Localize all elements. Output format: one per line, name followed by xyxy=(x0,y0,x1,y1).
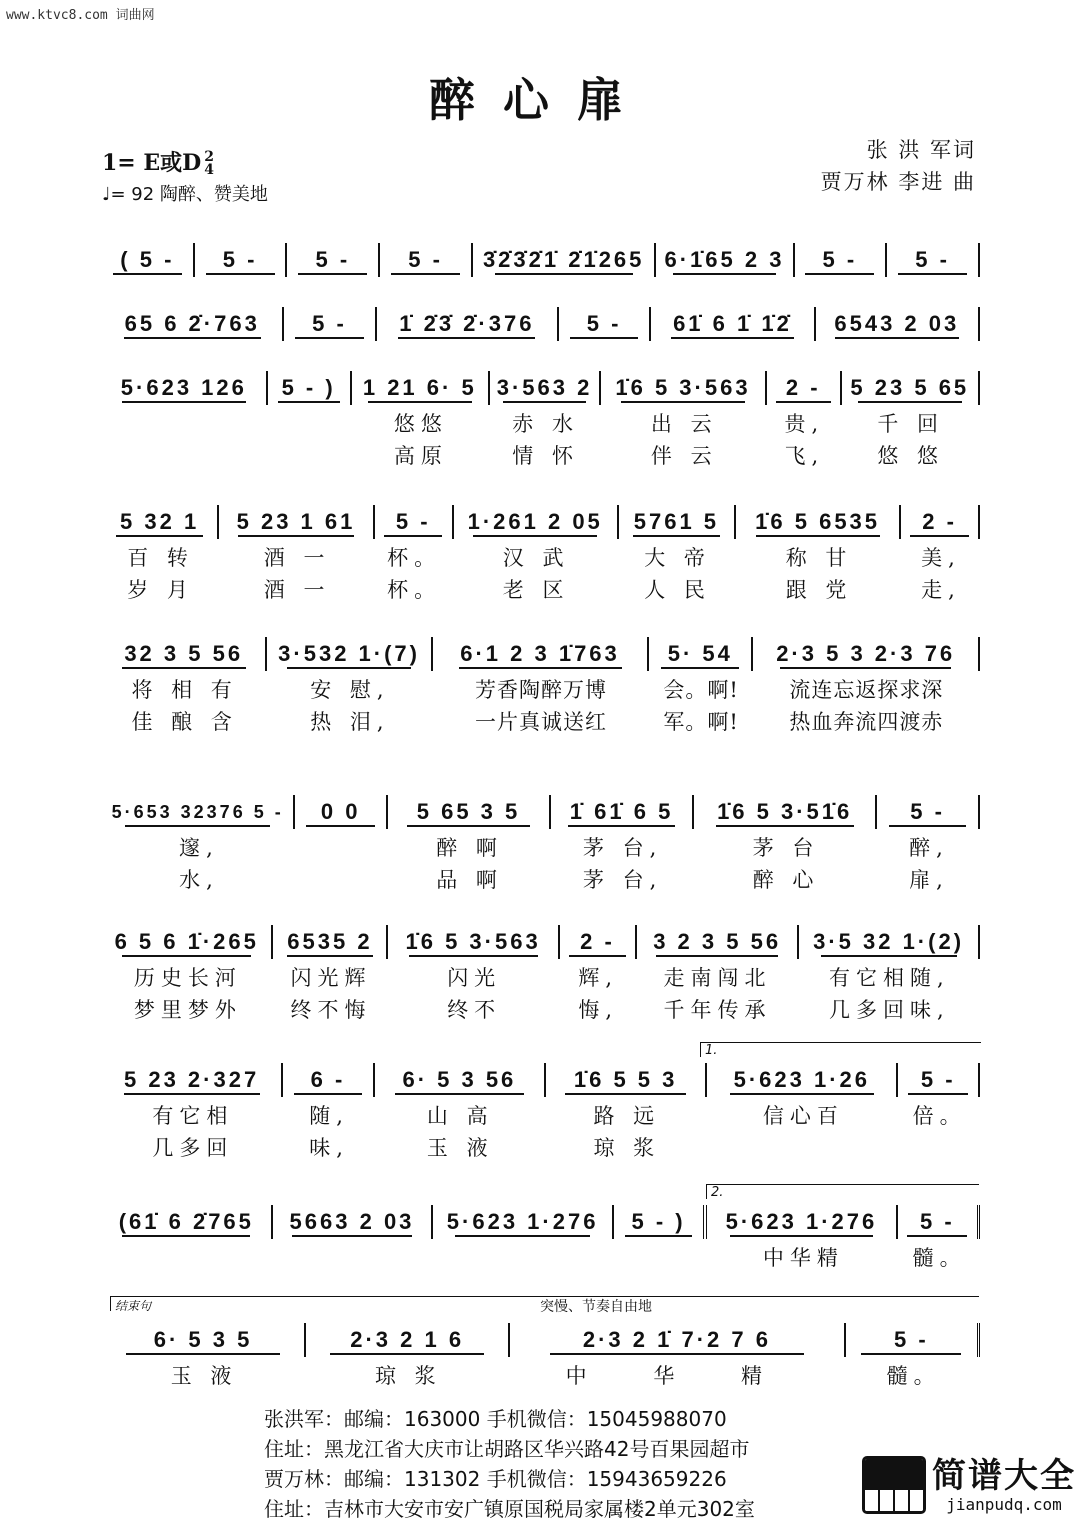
time-signature xyxy=(204,151,214,177)
lyric-cell xyxy=(268,440,351,472)
measure: 5761 5 xyxy=(619,505,736,539)
lyric-cell: 酒 一 xyxy=(263,578,331,602)
lyric-cell: 品 啊 xyxy=(436,868,503,892)
measure: 5·623 126 xyxy=(102,371,268,405)
lyrics-verse-1 xyxy=(102,1360,980,1392)
measure: 3·5 32 1·(2) xyxy=(799,925,980,959)
lyric-cell: 茅 台, xyxy=(583,836,663,860)
lyric-cell: 梦里梦外 xyxy=(133,998,242,1022)
lyric-cell: 称 甘 xyxy=(785,546,853,570)
score-row-9 xyxy=(102,1202,980,1274)
score-row-3 xyxy=(102,368,980,472)
lyric-cell: 醉 心 xyxy=(752,868,820,892)
measure: 5 - ) xyxy=(614,1205,707,1239)
lyric-cell xyxy=(435,1242,617,1274)
measure: 6 - xyxy=(283,1063,375,1097)
measure: 5 65 3 5 xyxy=(388,795,551,829)
measure: 1̇6 5 5 3 xyxy=(546,1063,707,1097)
measure: 5 - xyxy=(795,243,888,277)
lyric-cell: 人 民 xyxy=(644,578,711,602)
measure: 5 - xyxy=(898,1205,980,1239)
measure: 5·653 32376 5 - xyxy=(102,795,295,829)
lyric-cell: 中华精 xyxy=(762,1246,844,1270)
lyric-cell: 路 远 xyxy=(593,1104,661,1128)
contact-line: 张洪军：邮编：163000 手机微信：15045988070 xyxy=(264,1407,727,1431)
time-signature-top: 2 xyxy=(204,149,214,165)
measure: 5 23 1 61 xyxy=(219,505,375,539)
lyric-cell: 赤 水 xyxy=(512,412,579,436)
measure: (61̇ 6 2̇765 xyxy=(102,1205,273,1239)
lyric-cell: 闪光辉 xyxy=(290,966,372,990)
lyric-cell: 几多回 xyxy=(152,1136,234,1160)
measure: 1̇6 5 3·51̇6 xyxy=(694,795,877,829)
lyrics-verse-2 xyxy=(102,440,980,472)
key-label: 1= E或D xyxy=(102,150,202,176)
notes-line xyxy=(102,1060,980,1100)
lyric-cell: 历史长河 xyxy=(133,966,242,990)
ending-2-bracket: 2. xyxy=(706,1184,979,1199)
lyric-cell: 玉 液 xyxy=(170,1364,238,1388)
measure: 6· 5 3 5 xyxy=(102,1323,306,1357)
measure: 5 32 1 xyxy=(102,505,219,539)
lyric-cell: 邃, xyxy=(179,836,219,860)
notes-line xyxy=(102,1202,980,1242)
lyric-cell: 悠悠 xyxy=(393,412,448,436)
lyric-cell: 军。啊! xyxy=(663,710,739,734)
measure: 6543 2 03 xyxy=(816,307,980,341)
measure: 5 - xyxy=(846,1323,980,1357)
lyric-cell: 佳 酿 含 xyxy=(131,710,238,734)
lyric-cell: 醉 啊 xyxy=(436,836,503,860)
lyric-cell: 岁 月 xyxy=(127,578,194,602)
measure: 5·623 1·26 xyxy=(707,1063,898,1097)
lyricist-credit: 张 洪 军词 xyxy=(866,138,976,162)
lyric-cell: 一片真诚送红 xyxy=(474,710,607,734)
notes-line xyxy=(102,634,980,674)
lyric-cell: 有它相随, xyxy=(828,966,950,990)
measure: 5 23 2·327 xyxy=(102,1063,283,1097)
logo-url: jianpudq.com xyxy=(946,1494,1062,1514)
measure: 5 - xyxy=(887,243,980,277)
lyric-cell: 倍。 xyxy=(912,1104,967,1128)
lyric-cell: 老 区 xyxy=(502,578,570,602)
lyric-cell xyxy=(102,408,268,440)
lyric-cell: 水, xyxy=(179,868,219,892)
lyric-cell: 将 相 有 xyxy=(131,678,238,702)
lyric-cell: 热血奔流四渡赤 xyxy=(789,710,944,734)
measure: 5663 2 03 xyxy=(273,1205,434,1239)
notes-line xyxy=(102,304,980,344)
score-row-2 xyxy=(102,304,980,344)
lyrics-verse-1 xyxy=(102,1242,980,1274)
measure: 5 - xyxy=(380,243,473,277)
lyric-cell: 安 慰, xyxy=(310,678,390,702)
time-signature-bottom: 4 xyxy=(204,162,214,178)
lyric-cell: 流连忘返探求深 xyxy=(789,678,944,702)
lyric-cell: 美, xyxy=(921,546,961,570)
lyric-cell: 伴 云 xyxy=(650,444,718,468)
lyric-cell xyxy=(268,408,351,440)
lyric-cell: 有它相 xyxy=(152,1104,234,1128)
measure: 3·563 2 xyxy=(490,371,601,405)
measure: 5· 54 xyxy=(649,637,753,671)
lyric-cell: 情 怀 xyxy=(512,444,579,468)
score-row-10 xyxy=(102,1320,980,1392)
coda-bracket: 结束句 xyxy=(110,1296,979,1311)
lyric-cell: 杯。 xyxy=(387,578,442,602)
lyric-cell: 茅 台 xyxy=(752,836,820,860)
lyrics-verse-1 xyxy=(102,408,980,440)
measure: 5 - xyxy=(195,243,288,277)
lyric-cell: 酒 一 xyxy=(263,546,331,570)
measure: 1̇6 5 3·563 xyxy=(388,925,559,959)
logo-text xyxy=(932,1457,1076,1514)
lyric-cell: 闪光 xyxy=(447,966,502,990)
measure: ( 5 - xyxy=(102,243,195,277)
measure: 3̇2̇3̇2̇1̇ 2̇1̇265 xyxy=(473,243,656,277)
lyric-cell: 辉, xyxy=(578,966,619,990)
contact-info xyxy=(264,1404,755,1524)
lyrics-verse-1 xyxy=(102,542,980,574)
lyrics-verse-2 xyxy=(102,706,980,738)
measure: 2 - xyxy=(767,371,842,405)
lyric-cell: 几多回味, xyxy=(828,998,950,1022)
lyric-cell xyxy=(296,832,388,864)
measure: 6 5 6 1̇·265 xyxy=(102,925,273,959)
lyric-cell xyxy=(899,1132,980,1164)
lyric-cell: 杯。 xyxy=(387,546,442,570)
lyric-cell: 贵, xyxy=(784,412,825,436)
lyric-cell xyxy=(102,1242,274,1274)
tempo-marking: ♩= 92 陶醉、赞美地 xyxy=(102,184,268,205)
lyric-cell: 髓。 xyxy=(886,1364,941,1388)
site-logo xyxy=(862,1456,1076,1514)
measure: 2 - xyxy=(901,505,980,539)
lyric-cell: 走, xyxy=(921,578,961,602)
composer-credit: 贾万林 李进 曲 xyxy=(820,170,976,194)
watermark-text: www.ktvc8.com 词曲网 xyxy=(6,8,155,23)
lyric-cell: 汉 武 xyxy=(502,546,570,570)
lyric-cell: 终不 xyxy=(447,998,502,1022)
measure: 5 - xyxy=(898,1063,980,1097)
lyrics-verse-1 xyxy=(102,962,980,994)
piano-icon xyxy=(862,1456,926,1514)
lyrics-verse-1 xyxy=(102,674,980,706)
lyric-cell: 飞, xyxy=(784,444,825,468)
notes-line xyxy=(102,1320,980,1360)
measure: 5 - xyxy=(375,505,454,539)
contact-line: 住址：黑龙江省大庆市让胡路区华兴路42号百果园超市 xyxy=(264,1437,750,1461)
lyric-cell: 玉 液 xyxy=(426,1136,494,1160)
notes-line xyxy=(102,502,980,542)
lyric-cell: 终不悔 xyxy=(290,998,372,1022)
score-row-1 xyxy=(102,240,980,280)
lyric-cell xyxy=(296,864,388,896)
contact-line: 贾万林：邮编：131302 手机微信：15943659226 xyxy=(264,1467,727,1491)
measure: 5 - xyxy=(287,243,380,277)
lyric-cell xyxy=(617,1242,708,1274)
song-title: 醉心扉 xyxy=(429,73,651,127)
measure: 6·1 2 3 1̇763 xyxy=(433,637,649,671)
lyric-cell: 琼 浆 xyxy=(593,1136,661,1160)
score-row-8 xyxy=(102,1060,980,1164)
measure: 1 21 6· 5 xyxy=(352,371,490,405)
measure: 61̇ 6 1̇ 1̇2̇ xyxy=(651,307,815,341)
lyric-cell xyxy=(274,1242,435,1274)
measure: 2·3 2 1 6 xyxy=(306,1323,510,1357)
notes-line xyxy=(102,922,980,962)
lyric-cell: 热 泪, xyxy=(310,710,390,734)
lyric-cell: 高原 xyxy=(393,444,448,468)
lyric-cell: 大 帝 xyxy=(644,546,711,570)
measure: 1·261 2 05 xyxy=(454,505,619,539)
measure: 6·1̇65 2 3 xyxy=(656,243,794,277)
lyric-cell: 出 云 xyxy=(650,412,718,436)
lyric-cell: 跟 党 xyxy=(785,578,853,602)
lyrics-verse-2 xyxy=(102,574,980,606)
notes-line xyxy=(102,368,980,408)
lyric-cell: 悔, xyxy=(578,998,619,1022)
measure: 5 23 5 65 xyxy=(842,371,980,405)
lyric-cell: 山 高 xyxy=(426,1104,494,1128)
notes-line xyxy=(102,792,980,832)
notes-line xyxy=(102,240,980,280)
score-row-5 xyxy=(102,634,980,738)
credits xyxy=(821,134,976,198)
measure: 5 - xyxy=(284,307,376,341)
lyric-cell: 中 华 精 xyxy=(565,1364,792,1388)
lyric-cell: 茅 台, xyxy=(583,868,663,892)
score-row-7 xyxy=(102,922,980,1026)
key-signature xyxy=(102,146,214,177)
lyric-cell: 走南闯北 xyxy=(663,966,772,990)
lyrics-verse-2 xyxy=(102,994,980,1026)
measure: 1̇6 5 6535 xyxy=(736,505,901,539)
measure: 0 0 xyxy=(295,795,388,829)
score-row-6 xyxy=(102,792,980,896)
measure: 32 3 5 56 xyxy=(102,637,267,671)
measure: 3·532 1·(7) xyxy=(267,637,432,671)
measure: 2·3 5 3 2·3 76 xyxy=(753,637,980,671)
lyrics-verse-2 xyxy=(102,1132,980,1164)
measure: 5·623 1·276 xyxy=(433,1205,614,1239)
lyric-cell: 髓。 xyxy=(912,1246,967,1270)
measure: 5 - xyxy=(877,795,980,829)
lyric-cell: 会。啊! xyxy=(663,678,739,702)
measure: 6· 5 3 56 xyxy=(375,1063,546,1097)
measure: 2 - xyxy=(560,925,637,959)
lyric-cell: 扉, xyxy=(909,868,949,892)
lyric-cell: 醉, xyxy=(909,836,949,860)
measure: 5 - ) xyxy=(268,371,352,405)
lyric-cell: 信心百 xyxy=(762,1104,844,1128)
score-row-4 xyxy=(102,502,980,606)
measure: 1̇ 2̇3̇ 2̇·376 xyxy=(377,307,559,341)
lyrics-verse-1 xyxy=(102,832,980,864)
measure: 6535 2 xyxy=(273,925,388,959)
lyric-cell: 味, xyxy=(309,1136,349,1160)
measure: 1̇6 5 3·563 xyxy=(601,371,767,405)
lyric-cell: 琼 浆 xyxy=(374,1364,442,1388)
lyric-cell xyxy=(708,1132,900,1164)
measure: 5·623 1·276 xyxy=(707,1205,897,1239)
ending-1-bracket: 1. xyxy=(700,1042,981,1057)
lyric-cell xyxy=(102,440,268,472)
measure: 2·3 2 1̇ 7·2 7 6 xyxy=(510,1323,845,1357)
lyric-cell: 随, xyxy=(309,1104,349,1128)
lyric-cell: 千年传承 xyxy=(663,998,772,1022)
lyrics-verse-2 xyxy=(102,864,980,896)
lyric-cell: 悠 悠 xyxy=(877,444,945,468)
measure: 1̇ 61̇ 6 5 xyxy=(551,795,694,829)
contact-line: 住址：吉林市大安市安广镇原国税局家属楼2单元302室 xyxy=(264,1497,755,1521)
lyric-cell: 芳香陶醉万博 xyxy=(474,678,607,702)
lyric-cell: 百 转 xyxy=(127,546,194,570)
logo-title: 简谱大全 xyxy=(932,1455,1076,1496)
lyric-cell: 千 回 xyxy=(877,412,945,436)
measure: 3 2 3 5 56 xyxy=(637,925,799,959)
lyrics-verse-1 xyxy=(102,1100,980,1132)
coda-tempo-text: 突慢、节奏自由地 xyxy=(540,1299,652,1315)
measure: 65 6 2̇·763 xyxy=(102,307,284,341)
measure: 5 - xyxy=(559,307,651,341)
